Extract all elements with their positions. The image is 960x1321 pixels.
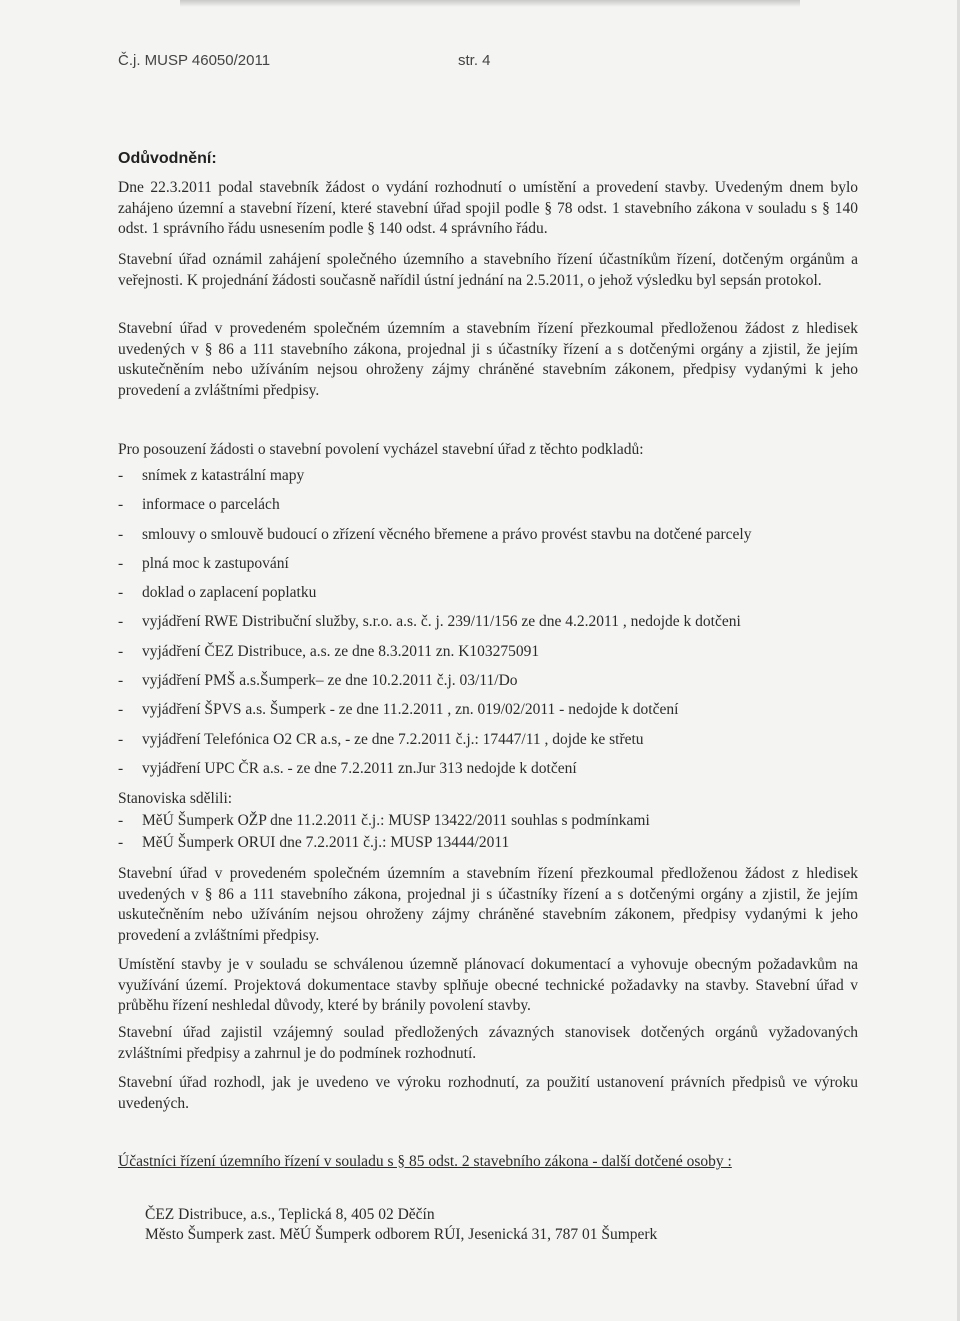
paragraph-notice: Stavební úřad oznámil zahájení společného územního a stavebního řízení účastníkům řízení, dotčeným orgánům a veřejnosti. K projednání žádosti současně nařídil ústní jednání na 2.5.2011, o jehož výsledku byl sepsán protokol. xyxy=(118,251,858,289)
opinions-list xyxy=(118,811,858,855)
paragraph-compliance: Umístění stavby je v souladu se schválenou územně plánovací dokumentací a vyhovuje obecným požadavkům na využívání území. Projektová dokumentace stavby splňuje obecné technické požadavky na stavby. Stavební úřad v průběhu řízení neshledal důvody, které by bránily povolení stavby. xyxy=(118,956,858,1014)
participants-list xyxy=(145,1205,657,1245)
paragraph-harmony: Stavební úřad zajistil vzájemný soulad předložených závazných stanovisek dotčených orgánů vyžadovaných zvláštními předpisy a zahrnul je do podmínek rozhodnutí. xyxy=(118,1024,858,1062)
paragraph-decision: Stavební úřad rozhodl, jak je uvedeno ve výroku rozhodnutí, za použití ustanovení právních předpisů ve výroku uvedených. xyxy=(118,1074,858,1112)
page-header xyxy=(118,52,858,69)
reference-number: Č.j. MUSP 46050/2011 xyxy=(118,52,271,69)
paragraph-review-repeat: Stavební úřad v provedeném společném územním a stavebním řízení přezkoumal předloženou žádost z hledisek uvedených v § 86 a 111 stavebního zákona, projednal ji s účastníky řízení a s dotčenými orgány a zjistil, že jejím uskutečněním nebo užíváním nejsou ohroženy zájmy chráněné stavebním zákonem, předpisy vydanými k jeho provedení a zvláštními předpisy. xyxy=(118,865,858,944)
documents-list xyxy=(118,466,858,788)
list-item: - MěÚ Šumperk OŽP dne 11.2.2011 č.j.: MUSP 13422/2011 souhlas s podmínkami xyxy=(118,811,858,833)
participant-address: Město Šumperk zast. MěÚ Šumperk odborem RÚI, Jesenická 31, 787 01 Šumperk xyxy=(145,1226,658,1243)
list-item: - vyjádření ŠPVS a.s. Šumperk - ze dne 11.2.2011 , zn. 019/02/2011 - nedojde k dotčení xyxy=(118,700,858,729)
list-item: - doklad o zaplacení poplatku xyxy=(118,583,858,612)
list-item: - vyjádření ČEZ Distribuce, a.s. ze dne 8.3.2011 zn. K103275091 xyxy=(118,642,858,671)
paragraph-filing: Dne 22.3.2011 podal stavebník žádost o vydání rozhodnutí o umístění a provedení stavby. Uvedeným dnem bylo zahájeno územní a stavební řízení, které stavební úřad spojil podle § 78 odst. 1 stavebního zákona v souladu s § 140 odst. 1 správního řádu usnesením podle § 140 odst. 4 správního řádu. xyxy=(118,179,858,237)
list-item: - vyjádření Telefónica O2 CR a.s, - ze dne 7.2.2011 č.j.: 17447/11 , dojde ke střetu xyxy=(118,730,858,759)
list-item: - vyjádření RWE Distribuční služby, s.r.o. a.s. č. j. 239/11/156 ze dne 4.2.2011 , nedojde k dotčeni xyxy=(118,612,858,641)
list-item: - MěÚ Šumperk ORUI dne 7.2.2011 č.j.: MUSP 13444/2011 xyxy=(118,833,858,855)
participant-address: ČEZ Distribuce, a.s., Teplická 8, 405 02 Děčín xyxy=(145,1206,435,1223)
list-item: - snímek z katastrální mapy xyxy=(118,466,858,495)
list-item: - plná moc k zastupování xyxy=(118,554,858,583)
documents-intro: Pro posouzení žádosti o stavební povolení vycházel stavební úřad z těchto podkladů: xyxy=(118,441,644,458)
list-item: - vyjádření PMŠ a.s.Šumperk– ze dne 10.2.2011 č.j. 03/11/Do xyxy=(118,671,858,700)
list-item: - informace o parcelách xyxy=(118,495,858,524)
paragraph-review: Stavební úřad v provedeném společném územním a stavebním řízení přezkoumal předloženou žádost z hledisek uvedených v § 86 a 111 stavebního zákona, projednal ji s účastníky řízení a s dotčenými orgány a zjistil, že jejím uskutečněním nebo užíváním nejsou ohroženy zájmy chráněné stavebním zákonem, předpisy vydanými k jeho provedení a zvláštními předpisy. xyxy=(118,320,858,399)
opinions-title: Stanoviska sdělili: xyxy=(118,790,233,807)
scan-shadow-top xyxy=(180,0,800,7)
list-item: - vyjádření UPC ČR a.s. - ze dne 7.2.2011 zn.Jur 313 nedojde k dotčení xyxy=(118,759,858,788)
section-title: Odůvodnění: xyxy=(118,150,217,167)
page-number: str. 4 xyxy=(458,52,491,69)
list-item: - smlouvy o smlouvě budoucí o zřízení věcného břemene a právo provést stavbu na dotčené parcely xyxy=(118,525,858,554)
participants-heading: Účastníci řízení územního řízení v souladu s § 85 odst. 2 stavebního zákona - další dotčené osoby : xyxy=(118,1153,732,1170)
